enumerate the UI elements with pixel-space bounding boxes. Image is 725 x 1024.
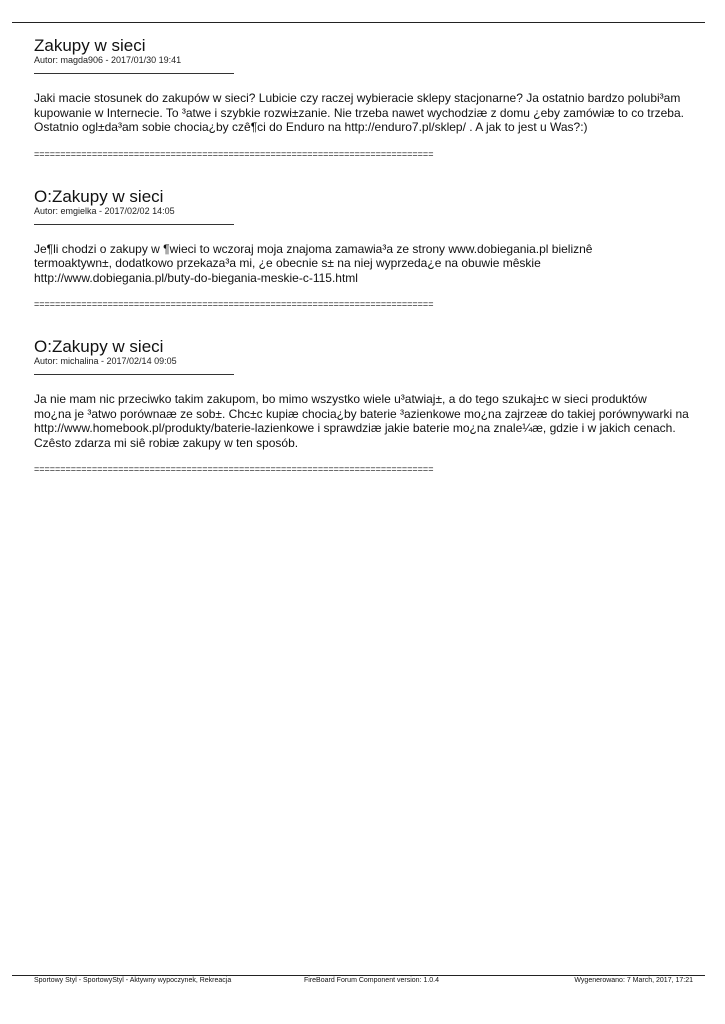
post-meta: Autor: emgielka - 2017/02/02 14:05 bbox=[34, 205, 175, 216]
post-body: Jaki macie stosunek do zakupów w sieci? Lubicie czy raczej wybieracie sklepy stacjonarne? Ja ostatnio bardzo polubi³am kupowanie w Internecie. To ³atwe i szybkie rozwi±zanie. Nie trzeba nawet wychodziæ z domu ¿eby zamówiæ to co trzeba. Ostatnio ogl±da³am sobie chocia¿by czê¶ci do Enduro na http://enduro7.pl/sklep/ . A jak to jest u Was?:) bbox=[34, 91, 684, 134]
footer-component: FireBoard Forum Component version: 1.0.4 bbox=[304, 977, 440, 984]
post bbox=[34, 36, 704, 159]
post-meta: Autor: michalina - 2017/02/14 09:05 bbox=[34, 356, 177, 366]
post-title: O:Zakupy w sieci bbox=[34, 186, 164, 206]
post-separator: ============================================================================ bbox=[34, 299, 434, 309]
post bbox=[34, 187, 704, 310]
post-body: Ja nie mam nic przeciwko takim zakupom, bo mimo wszystko wiele u³atwiaj±, a do tego szukaj±c w sieci produktów mo¿na je ³atwo porównaæ ze sob±. Chc±c kupiæ chocia¿by baterie ³azienkowe mo¿na zajrzeæ do takiej porównywarki na http://www.homebook.pl/produkty/baterie-lazienkowe i sprawdziæ jakie baterie mo¿na znale¼æ, gdzie i w jakich cenach. Czêsto zdarza mi siê robiæ zakupy w ten sposób. bbox=[34, 392, 689, 450]
post bbox=[34, 337, 704, 474]
page-footer bbox=[34, 977, 693, 985]
meta-rule bbox=[34, 73, 234, 74]
post-title: O:Zakupy w sieci bbox=[34, 337, 164, 356]
footer-generated: Wygenerowano: 7 March, 2017, 17:21 bbox=[574, 977, 693, 984]
post-separator: ============================================================================ bbox=[34, 148, 434, 159]
post-meta: Autor: magda906 - 2017/01/30 19:41 bbox=[34, 55, 182, 65]
top-rule bbox=[12, 22, 705, 23]
post-separator: ============================================================================ bbox=[34, 464, 434, 474]
footer-rule bbox=[12, 975, 705, 976]
post-list bbox=[34, 36, 704, 502]
meta-rule bbox=[34, 374, 234, 375]
footer-site: Sportowy Styl - SportowyStyl - Aktywny wypoczynek, Rekreacja bbox=[34, 977, 232, 984]
post-title: Zakupy w sieci bbox=[34, 36, 146, 55]
meta-rule bbox=[34, 224, 234, 225]
post-body: Je¶li chodzi o zakupy w ¶wieci to wczoraj moja znajoma zamawia³a ze strony www.dobiegania.pl bieliznê termoaktywn±, dodatkowo przekaza³a mi, ¿e obecnie s± na niej wyprzeda¿e na obuwie mêskie http://www.dobiegania.pl/buty-do-biegania-meskie-c-115.html bbox=[34, 241, 593, 285]
